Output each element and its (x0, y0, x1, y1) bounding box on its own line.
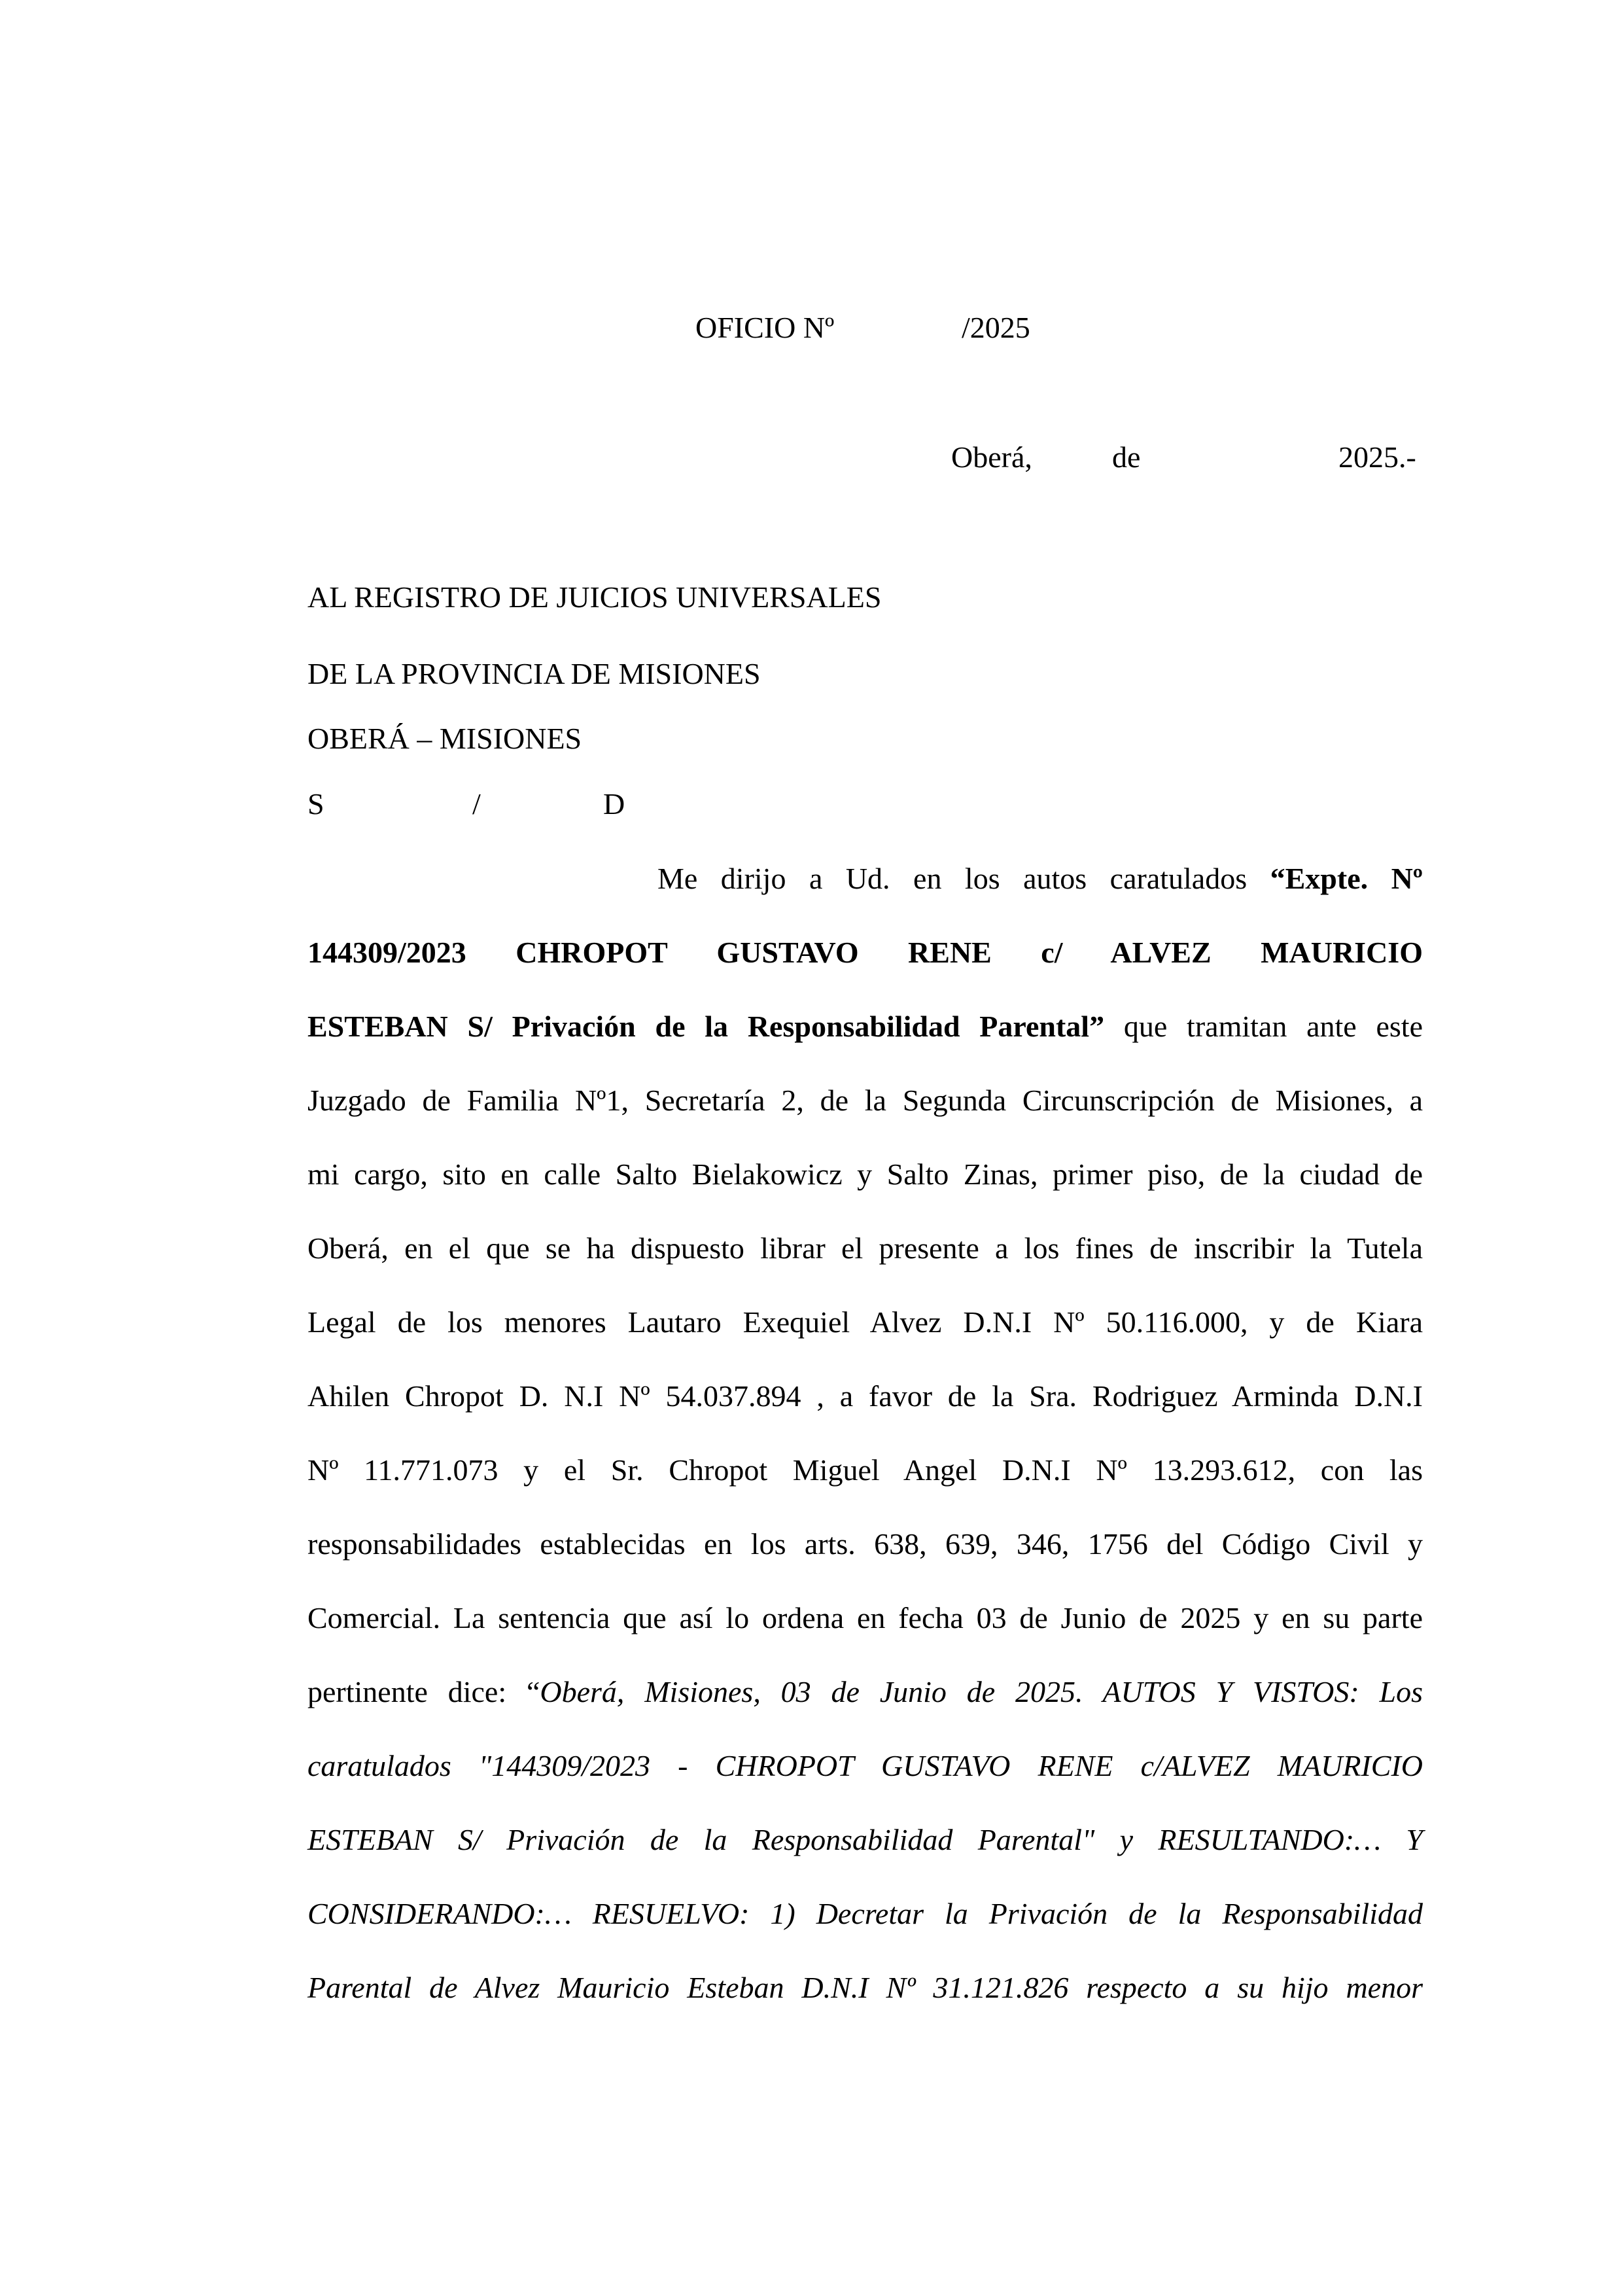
sd-d: D (603, 787, 625, 821)
addressee-line-2: DE LA PROVINCIA DE MISIONES (307, 657, 761, 690)
addressee-line-1: AL REGISTRO DE JUICIOS UNIVERSALES (307, 580, 882, 614)
body-line: caratulados "144309/2023 - CHROPOT GUSTAVO RENE c/ALVEZ MAURICIO (307, 1749, 1423, 1782)
date-place: Oberá, (951, 440, 1032, 474)
sd-slash: / (472, 787, 481, 821)
body-line: Ahilen Chropot D. N.I Nº 54.037.894 , a favor de la Sra. Rodriguez Arminda D.N.I (307, 1379, 1423, 1413)
date-de: de (1112, 440, 1141, 474)
oficio-number-label: OFICIO Nº (695, 311, 835, 344)
body-line: Oberá, en el que se ha dispuesto librar el presente a los fines de inscribir la Tutela (307, 1231, 1423, 1265)
body-line: 144309/2023 CHROPOT GUSTAVO RENE c/ ALVEZ MAURICIO (307, 936, 1423, 969)
body-line: ESTEBAN S/ Privación de la Responsabilidad Parental” que tramitan ante este (307, 1010, 1423, 1043)
body-line: Comercial. La sentencia que así lo ordena en fecha 03 de Junio de 2025 y en su parte (307, 1601, 1423, 1634)
body-line: pertinente dice: “Oberá, Misiones, 03 de Junio de 2025. AUTOS Y VISTOS: Los (307, 1675, 1423, 1708)
body-line: responsabilidades establecidas en los arts. 638, 639, 346, 1756 del Código Civil y (307, 1527, 1423, 1561)
body-line: Juzgado de Familia Nº1, Secretaría 2, de la Segunda Circunscripción de Misiones, a (307, 1084, 1423, 1117)
body-line: mi cargo, sito en calle Salto Bielakowicz y Salto Zinas, primer piso, de la ciudad de (307, 1157, 1423, 1191)
body-line: Parental de Alvez Mauricio Esteban D.N.I Nº 31.121.826 respecto a su hijo menor (307, 1971, 1423, 2004)
body-line: Legal de los menores Lautaro Exequiel Alvez D.N.I Nº 50.116.000, y de Kiara (307, 1305, 1423, 1339)
oficio-number-year: /2025 (962, 311, 1030, 344)
date-year: 2025.- (1338, 440, 1416, 474)
sd-s: S (307, 787, 324, 821)
addressee-line-3: OBERÁ – MISIONES (307, 722, 582, 755)
body-line: CONSIDERANDO:… RESUELVO: 1) Decretar la Privación de la Responsabilidad (307, 1897, 1423, 1930)
body-line: Nº 11.771.073 y el Sr. Chropot Miguel Angel D.N.I Nº 13.293.612, con las (307, 1453, 1423, 1487)
body-line: ESTEBAN S/ Privación de la Responsabilidad Parental" y RESULTANDO:… Y (307, 1823, 1423, 1856)
body-line: Me dirijo a Ud. en los autos caratulados “Expte. Nº (657, 862, 1423, 895)
